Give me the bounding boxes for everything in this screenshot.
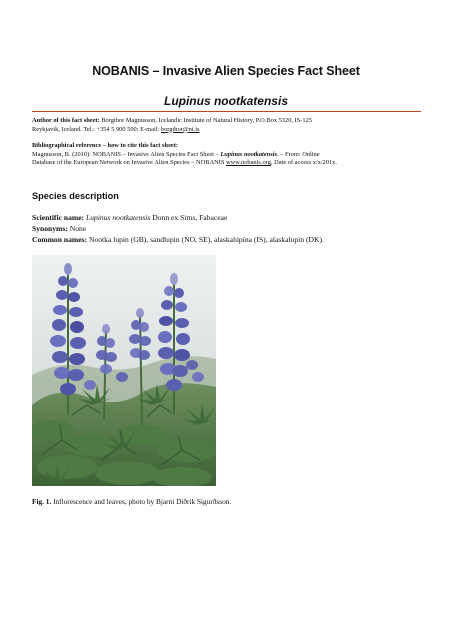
bibliography-label: Bibliographical reference – how to cite this fact sheet: [32, 142, 179, 149]
common-names-line [32, 235, 432, 246]
bibliography-block [32, 142, 427, 168]
common-names-value: Nootka lupin (GB), sandlupin (NO, SE), alaskalúpína (IS), alaskalupin (DK). [87, 234, 324, 244]
species-info [32, 213, 432, 245]
author-line-2 [32, 126, 427, 135]
synonyms-value: None [67, 223, 87, 233]
scientific-name-rest: Donn ex Sims, Fabaceae [150, 213, 228, 222]
bibliography-species: Lupinus nootkatensis [220, 150, 277, 158]
figure-caption-text: Inflorescence and leaves, photo by Bjarni Diðrik Sigurðsson. [51, 497, 232, 506]
author-email-link[interactable]: borgthor@ni.is [160, 125, 200, 133]
author-block [32, 117, 427, 134]
author-text-2: Reykjavik, Iceland. Tel.: +354 5 900 500; E-mail: [32, 125, 161, 133]
bibliography-line-2 [32, 159, 427, 168]
synonyms-line [32, 224, 432, 235]
common-names-label: Common names: [32, 234, 88, 244]
scientific-name-label: Scientific name: [32, 213, 85, 222]
lupin-photo [32, 255, 216, 486]
author-label: Author of this fact sheet: [32, 117, 100, 124]
bibliography-text-1b: . – From: Online [276, 150, 320, 158]
scientific-name-value: Lupinus nootkatensis [86, 213, 151, 222]
author-text-1: Borgthor Magnusson, Icelandic Institute of Natural History, P.O.Box 5320, IS-125 [101, 117, 312, 124]
section-heading: Species description [32, 191, 119, 201]
bibliography-text-2b: , Date of access x/x/201x. [270, 159, 337, 167]
author-line-1 [32, 117, 427, 126]
bibliography-label-line [32, 142, 427, 151]
bibliography-line-1 [32, 151, 427, 160]
bibliography-text-2: Database of the European Network on Invasive Alien Species – NOBANIS [32, 159, 226, 167]
bibliography-text-1: Magnusson, B. (2010): NOBANIS – Invasive Alien Species Fact Sheet – [32, 150, 221, 158]
figure-caption [32, 497, 231, 506]
figure-label: Fig. 1. [32, 497, 52, 506]
synonyms-label: Synonyms: [32, 223, 68, 233]
species-title: Lupinus nootkatensis [163, 94, 288, 108]
title-divider [32, 111, 421, 112]
scientific-name-line [32, 213, 432, 224]
nobanis-link[interactable]: www.nobanis.org [225, 159, 271, 167]
document-title: NOBANIS – Invasive Alien Species Fact Sheet [92, 64, 360, 78]
